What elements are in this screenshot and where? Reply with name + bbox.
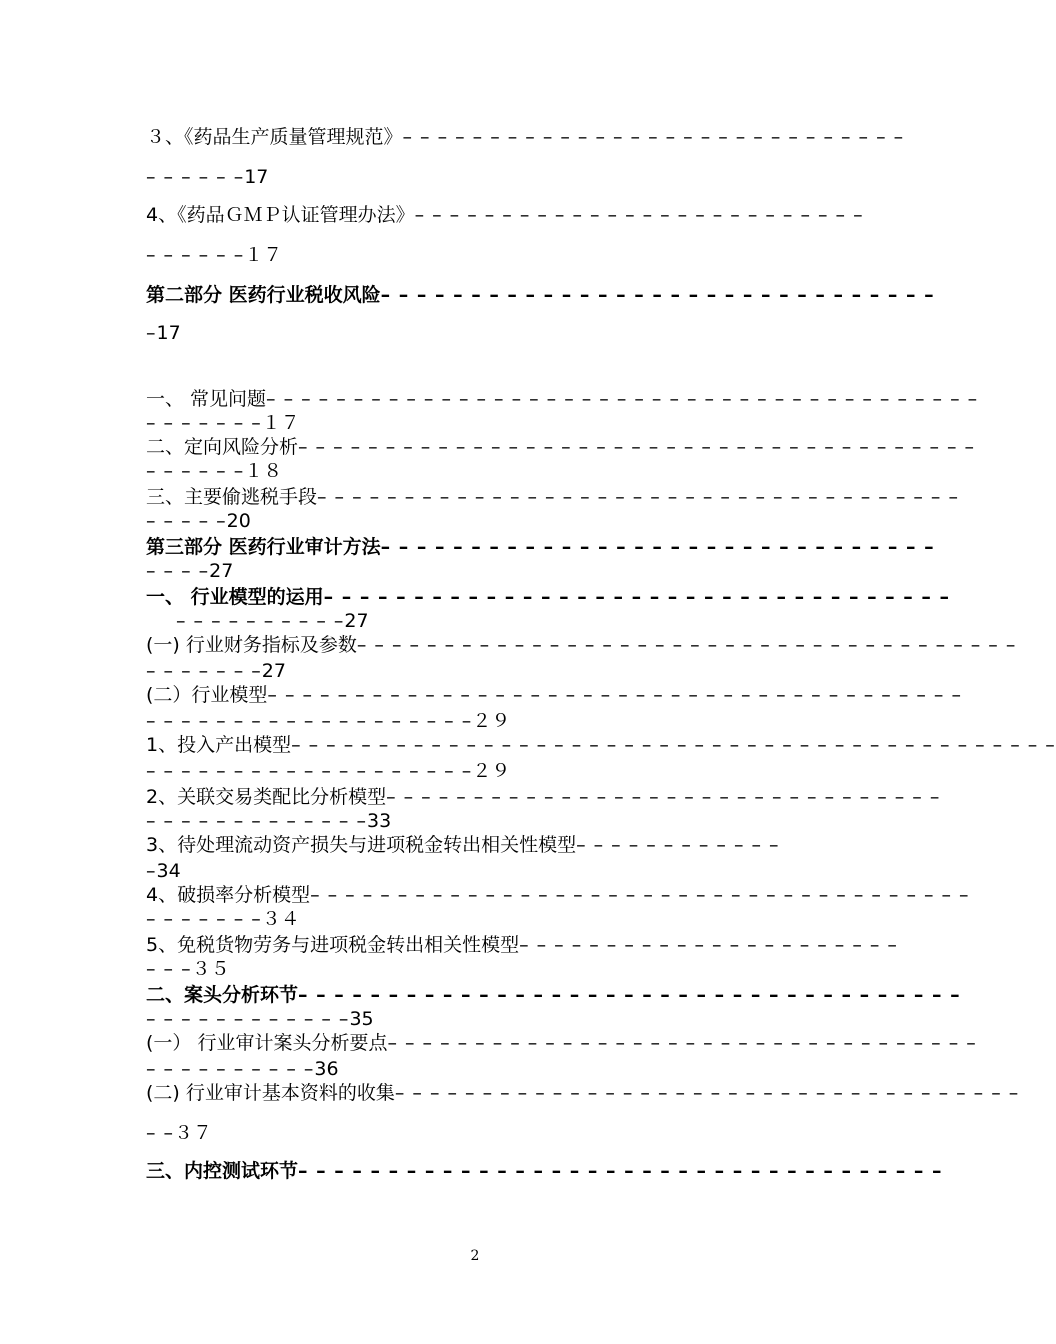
toc-entry-continuation (146, 810, 806, 832)
toc-entry-text: 三、主要偷逃税手段 (146, 486, 318, 508)
toc-leaders: – – – – – – – (146, 412, 262, 434)
toc-leaders: – – – – – – (146, 244, 245, 266)
toc-entry-text: 二、定向风险分析 (146, 436, 299, 458)
toc-entry-continuation (146, 1122, 806, 1144)
toc-page-number: 17 (156, 322, 181, 344)
toc-page-number: 27 (261, 660, 286, 682)
toc-entry-title (146, 586, 951, 608)
toc-leaders: – – – – – – – – – – – – – – – – – – – – – – – – – – – – – – – – – – – – – – – – – (266, 388, 979, 410)
toc-page-number: 34 (156, 860, 181, 882)
toc-entry-continuation (146, 710, 806, 732)
toc-leaders: – – – – – – – – – – – – – – – – – – – – – – – – – – – – – – – – (386, 786, 941, 808)
toc-leaders: – – – – – – – – – – – – – – – – – – – – – – – – – – – – – – – – – – (387, 1032, 977, 1054)
toc-leaders: – – – – – (146, 510, 227, 532)
toc-page-number: ２９ (472, 760, 511, 782)
toc-leaders: – – – – – – – – – – – – – – – – – – – – – – (519, 934, 898, 956)
toc-leaders: – – – – – – – – – – – – – – – – – – – – – – – – – – – – – – – (380, 284, 935, 306)
toc-entry-continuation (146, 660, 806, 682)
toc-leaders: – – – – – – – – – – – – – (146, 810, 367, 832)
toc-leaders: – – – – – – – – – – – – – – – – – – – – – – – – – – – – – – – – – – – – – – – – – – – – (291, 734, 1056, 756)
toc-leaders: – – – – (146, 560, 210, 582)
toc-entry-title (146, 934, 898, 956)
toc-entry-continuation (176, 610, 806, 632)
toc-leaders: – – – – – – – – – – – – – – – – – – – – – – – – – – – – – – – – – – – – (298, 1160, 943, 1182)
toc-entry-text: 5、免税货物劳务与进项税金转出相关性模型 (146, 934, 520, 956)
toc-entry-text: (一） 行业审计案头分析要点 (146, 1032, 388, 1054)
toc-page-number: ３４ (261, 908, 300, 930)
toc-leaders: – – – – – – – (146, 660, 262, 682)
toc-entry-title (146, 834, 806, 856)
toc-entry-continuation (146, 166, 806, 188)
toc-entry-text: 3、待处理流动资产损失与进项税金转出相关性模型 (146, 834, 577, 856)
toc-leaders: – – – – – – – – – – – – – – – – – – – – – – – – – – – – – – – – – – – – (394, 1082, 1020, 1104)
toc-page-number: 36 (314, 1058, 339, 1080)
toc-page-number: １８ (244, 460, 283, 482)
toc-entry-text: (二) 行业审计基本资料的收集 (146, 1082, 395, 1104)
toc-leaders: – – – – – – – – – – – – – – – – – – – – – – – – – – – – – – – – – – – – – – – – (267, 684, 962, 706)
toc-leaders: – – – – – – – – – – – – – – – – – – – – – – – – – – – – – – – – – – – – – (317, 486, 959, 508)
toc-entry-continuation (146, 908, 806, 930)
toc-entry-text: (二）行业模型 (146, 684, 268, 706)
toc-entry-text: 2、关联交易类配比分析模型 (146, 786, 387, 808)
toc-entry-text: (一) 行业财务指标及参数 (146, 634, 357, 656)
toc-leaders: – (146, 322, 157, 344)
toc-page-number: 27 (209, 560, 234, 582)
toc-leaders: – – – – – – – – – – (176, 610, 345, 632)
toc-entry-text: ３、《药品生产质量管理规范》 (146, 126, 403, 148)
toc-page-number: 33 (366, 810, 392, 832)
toc-entry-title (146, 734, 1056, 756)
toc-page-number: １７ (261, 412, 300, 434)
toc-entry-continuation (146, 460, 806, 482)
toc-entry-continuation (146, 760, 806, 782)
toc-entry-title (146, 536, 935, 558)
toc-entry-text: 一、 常见问题 (146, 388, 267, 410)
toc-leaders: – – – – – – – – – – (146, 1058, 315, 1080)
toc-entry-title (146, 884, 970, 906)
toc-leaders: – – – – – – – (146, 908, 262, 930)
toc-entry-title (146, 1032, 977, 1054)
toc-entry-continuation (146, 244, 806, 266)
toc-page-number: 20 (226, 510, 251, 532)
toc-entry-text: 二、案头分析环节 (146, 984, 299, 1006)
toc-entry-title (146, 204, 864, 226)
toc-entry-continuation (146, 1008, 806, 1030)
toc-leaders: – – – – – – – – – – – – – – – – – – – – – – – – – – – – – – – (380, 536, 935, 558)
toc-leaders: – (146, 860, 157, 882)
toc-entry-title (146, 786, 941, 808)
toc-page-number: １７ (244, 244, 283, 266)
toc-leaders: – – (146, 1122, 175, 1144)
toc-entry-text: 一、 行业模型的运用 (146, 586, 324, 608)
toc-page-number: ３７ (174, 1122, 213, 1144)
toc-leaders: – – – – – – – – – – – – – – – – – – – – – – – – – – – – – – – – – – – – – – – (298, 436, 976, 458)
toc-leaders: – – – – – – – – – – – – – – – – – – – – – – – – – – – – – – – – – – – – – – (310, 884, 970, 906)
toc-entry-title (146, 126, 905, 148)
toc-leaders: – – – – – – – – – – – – – – – – – – – – – – – – – – (414, 204, 864, 226)
toc-entry-continuation (146, 958, 806, 980)
toc-leaders: – – – – – – – – – – – – – – – – – – – – – – – – – – – – – – – – – – – – – – (356, 634, 1017, 656)
toc-entry-title (146, 984, 961, 1006)
toc-entry-text: 三、内控测试环节 (146, 1160, 299, 1182)
toc-leaders: – – – – – – – – – – – – – – – – – – – (146, 710, 473, 732)
toc-page-number: 35 (349, 1008, 374, 1030)
toc-entry-title (146, 436, 976, 458)
toc-entry-title (146, 1082, 1020, 1104)
toc-entry-title (146, 284, 935, 306)
toc-leaders: – – – – – – – – – – – – – – – – – – – – – – – – – – – – – – – – – – – (323, 586, 951, 608)
toc-entry-title (146, 634, 1017, 656)
toc-entry-title (146, 684, 962, 706)
toc-page-number: 17 (244, 166, 269, 188)
toc-entry-continuation (146, 560, 806, 582)
toc-entry-continuation (146, 412, 806, 434)
toc-entry-continuation (146, 860, 806, 882)
toc-entry-title (146, 388, 979, 410)
toc-entry-text: 第三部分 医药行业审计方法 (146, 536, 381, 558)
toc-entry-title (146, 1160, 943, 1182)
toc-entry-continuation (146, 510, 806, 532)
toc-entry-continuation (146, 322, 806, 344)
toc-leaders: – – – – – – – – – – – – (146, 1008, 350, 1030)
toc-entry-text: 4、《药品ＧＭＰ认证管理办法》 (146, 204, 415, 226)
toc-entry-text: 1、投入产出模型 (146, 734, 292, 756)
page-number-footer: 2 (470, 1248, 480, 1264)
toc-entry-title (146, 486, 959, 508)
toc-page-number: 27 (344, 610, 369, 632)
toc-leaders: – – – – – – – – – – – – – – – – – – – – – – – – – – – – – (402, 126, 905, 148)
toc-entry-text: 第二部分 医药行业税收风险 (146, 284, 381, 306)
toc-page-number: ２９ (472, 710, 511, 732)
toc-entry-continuation (146, 1058, 806, 1080)
toc-leaders: – – – – – – – – – – – – – – – – – – – (146, 760, 473, 782)
toc-leaders: – – – (146, 958, 192, 980)
toc-entry-text: 4、破损率分析模型 (146, 884, 311, 906)
toc-leaders: – – – – – – (146, 166, 245, 188)
toc-leaders: – – – – – – (146, 460, 245, 482)
toc-page-number: ３５ (191, 958, 230, 980)
toc-leaders: – – – – – – – – – – – – (576, 834, 780, 856)
toc-leaders: – – – – – – – – – – – – – – – – – – – – – – – – – – – – – – – – – – – – – (298, 984, 961, 1006)
